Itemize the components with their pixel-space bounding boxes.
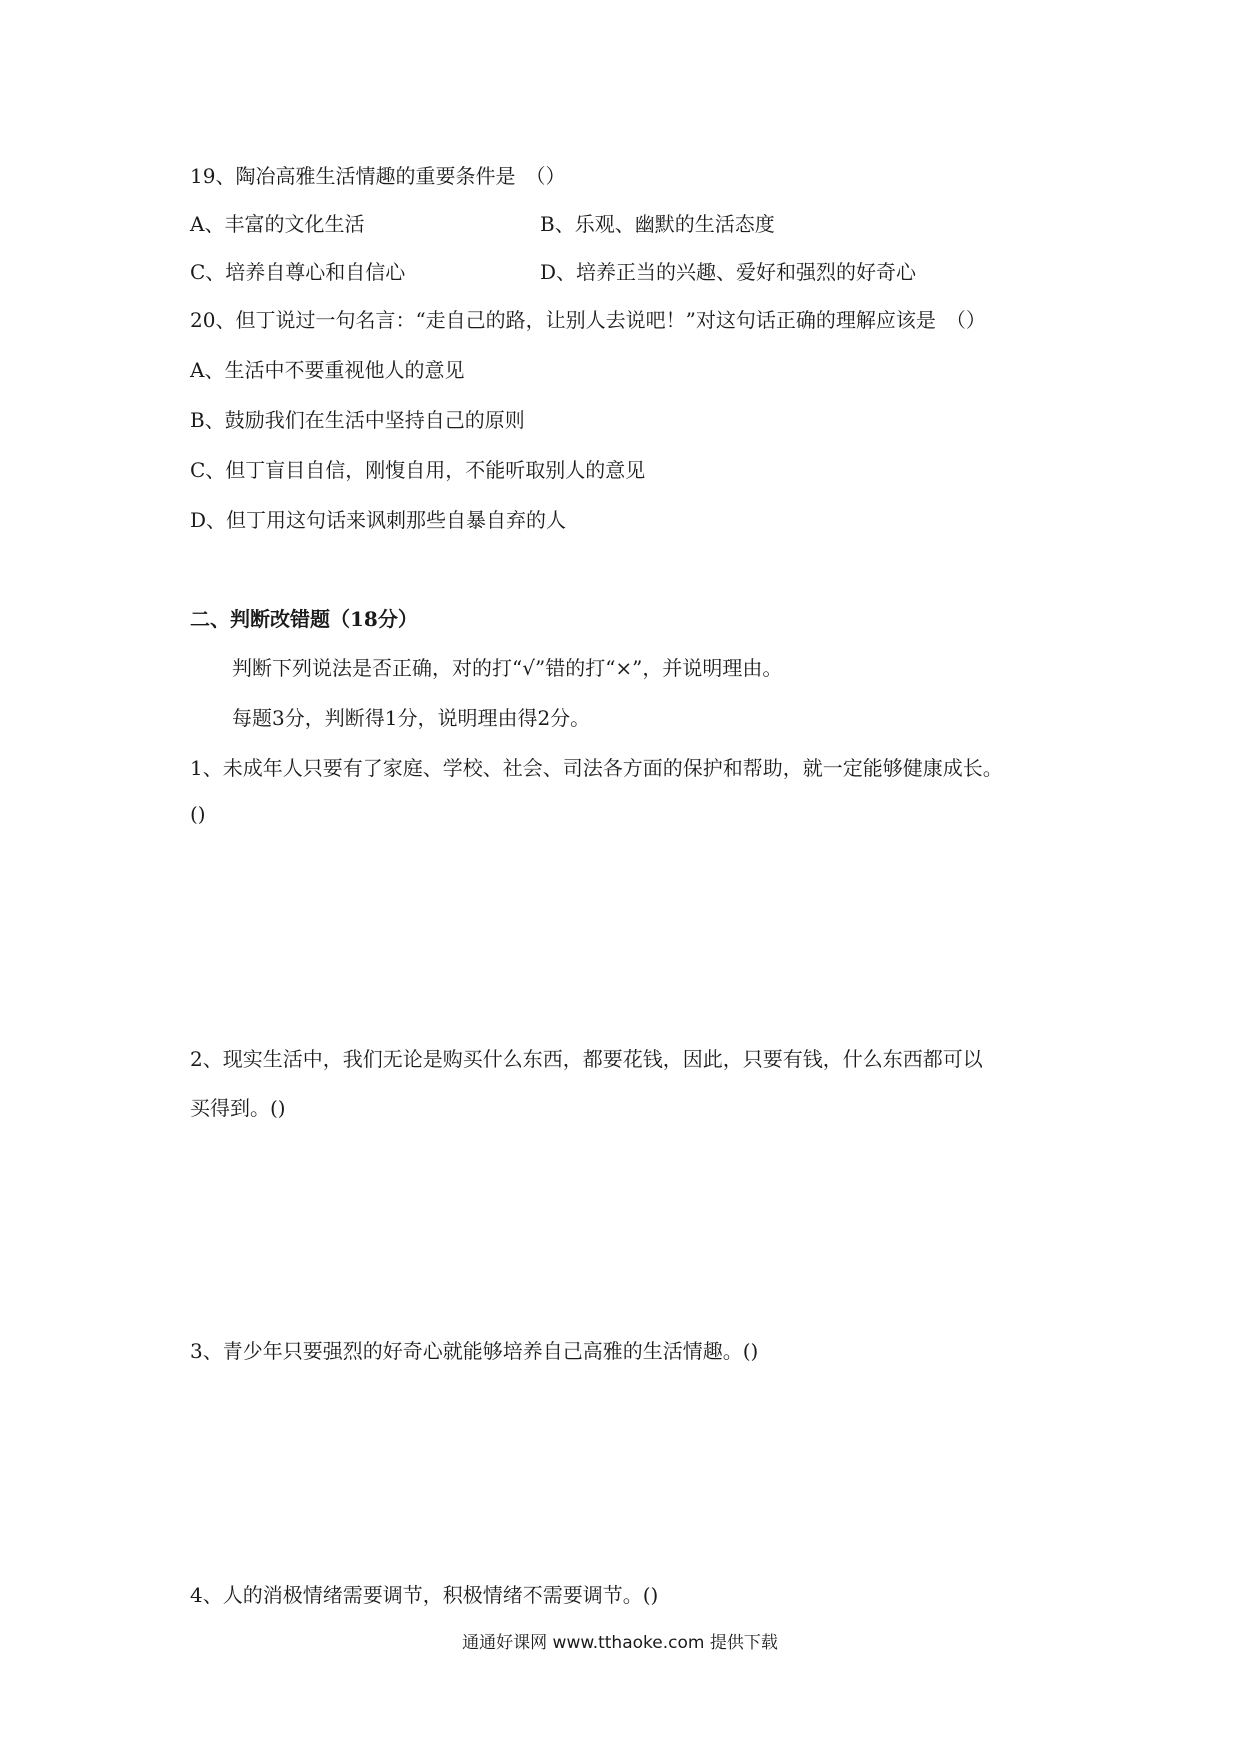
q19-option-d: D、培养正当的兴趣、爱好和强烈的好奇心 bbox=[540, 260, 917, 284]
q19-option-a: A、丰富的文化生活 bbox=[190, 212, 365, 236]
q20-option-d: D、但丁用这句话来讽刺那些自暴自弃的人 bbox=[190, 508, 567, 532]
item1-line2: () bbox=[190, 802, 206, 826]
item2-line1: 2、现实生活中，我们无论是购买什么东西，都要花钱，因此，只要有钱，什么东西都可以 bbox=[190, 1047, 983, 1071]
section2-instruction-2: 每题3分，判断得1分，说明理由得2分。 bbox=[232, 706, 591, 730]
q19-option-b: B、乐观、幽默的生活态度 bbox=[540, 212, 775, 236]
footer-text: 通通好课网 www.tthaoke.com 提供下载 bbox=[462, 1633, 778, 1653]
q20-stem: 20、但丁说过一句名言：“走自己的路，让别人去说吧！”对这句话正确的理解应该是 （） bbox=[190, 308, 986, 332]
q19-stem: 19、陶冶高雅生活情趣的重要条件是 （） bbox=[190, 164, 566, 188]
q19-option-c: C、培养自尊心和自信心 bbox=[190, 260, 406, 284]
q20-option-c: C、但丁盲目自信，刚愎自用，不能听取别人的意见 bbox=[190, 458, 646, 482]
q20-option-b: B、鼓励我们在生活中坚持自己的原则 bbox=[190, 408, 525, 432]
section2-title: 二、判断改错题（18分） bbox=[190, 607, 418, 631]
item4: 4、人的消极情绪需要调节，积极情绪不需要调节。() bbox=[190, 1583, 659, 1607]
q20-option-a: A、生活中不要重视他人的意见 bbox=[190, 358, 465, 382]
item2-line2: 买得到。() bbox=[190, 1096, 286, 1120]
section2-instruction-1: 判断下列说法是否正确，对的打“√”错的打“×”，并说明理由。 bbox=[232, 656, 783, 680]
item3: 3、青少年只要强烈的好奇心就能够培养自己高雅的生活情趣。() bbox=[190, 1339, 759, 1363]
item1-line1: 1、未成年人只要有了家庭、学校、社会、司法各方面的保护和帮助，就一定能够健康成长。 bbox=[190, 756, 1003, 780]
